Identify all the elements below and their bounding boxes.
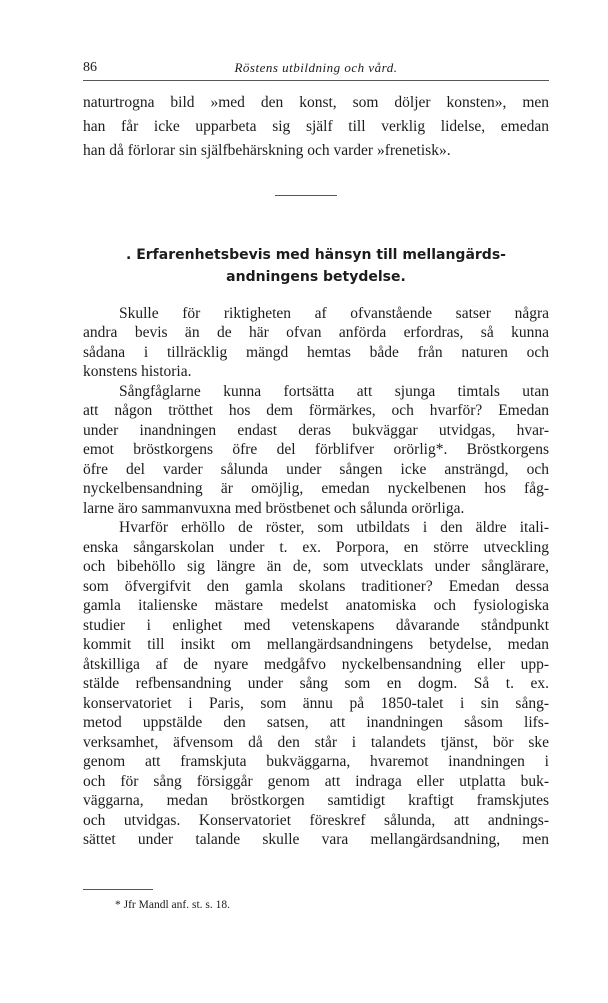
body-line: sättet under talande skulle vara mellangärdsandning, men xyxy=(83,831,549,848)
body-line: åtskilliga af de nyare medgåfvo nyckelbensandning eller upp- xyxy=(83,656,549,673)
intro-line: han får icke upparbeta sig själf till verklig lidelse, emedan xyxy=(83,118,549,135)
body-line: nyckelbensandning är omöjlig, emedan nyckelbenen hos fåg- xyxy=(83,480,549,497)
body-line: emot bröstkorgens öfre del förblifver orörlig*. Bröstkorgens xyxy=(83,441,549,458)
body-line: sådana i tillräcklig mängd hemtas både från naturen och xyxy=(83,344,549,361)
body-line: konservatoriet i Paris, som ännu på 1850-talet i sin sång- xyxy=(83,695,549,712)
body-line: verksamhet, äfvensom då den står i talandets tjänst, bör ske xyxy=(83,734,549,751)
page-number: 86 xyxy=(83,60,97,75)
body-line: larne äro sammanvuxna med bröstbenet och sålunda orörliga. xyxy=(83,500,465,517)
running-title: Röstens utbildning och vård. xyxy=(234,60,398,75)
body-line: under inandningen endast deras bukväggar utvidgas, hvar- xyxy=(83,422,549,439)
body-line: kommit till insikt om mellangärdsandningens betydelse, medan xyxy=(83,636,549,653)
body-line: enska sångarskolan under t. ex. Porpora, en större utveckling xyxy=(83,539,549,556)
body-line: att någon trötthet hos dem förmärkes, och hvarför? Emedan xyxy=(83,402,549,419)
section-heading-line: andningens betydelse. xyxy=(226,269,406,285)
body-line: stälde refbensandning under sång som en dogm. Så t. ex. xyxy=(83,675,549,692)
section-divider xyxy=(275,195,337,196)
body-line: öfre del varder sålunda under sången icke ansträngd, och xyxy=(83,461,549,478)
body-line: väggarna, medan bröstkorgen samtidigt kraftigt framskjutes xyxy=(83,792,549,809)
body-line: metod uppstälde den satsen, att inandningen såsom lifs- xyxy=(83,714,549,731)
body-line: och för sång försiggår genom att indraga eller utplatta buk- xyxy=(83,773,549,790)
body-line: gamla italienske mästare medelst anatomiska och fysiologiska xyxy=(83,597,549,614)
body-line: och bibehöllo sig längre än de, som utvecklats under sånglärare, xyxy=(83,558,549,575)
body-line: Hvarför erhöllo de röster, som utbildats i den äldre itali- xyxy=(119,519,549,536)
body-line: genom att framskjuta bukväggarna, hvaremot inandningen i xyxy=(83,753,549,770)
footnote-rule xyxy=(83,889,153,890)
body-line: Sångfåglarne kunna fortsätta att sjunga timtals utan xyxy=(119,383,549,400)
body-line: andra bevis än de här ofvan anförda erfordras, så kunna xyxy=(83,324,549,341)
body-line: Skulle för riktigheten af ofvanstående satser några xyxy=(119,305,549,322)
body-line: konstens historia. xyxy=(83,363,192,380)
page-header xyxy=(83,58,549,81)
body-line: och utvidgas. Konservatoriet föreskref sålunda, att andnings- xyxy=(83,812,549,829)
intro-line: naturtrogna bild »med den konst, som döljer konsten», men xyxy=(83,94,549,111)
section-heading-line: . Erfarenhetsbevis med hänsyn till mellangärds- xyxy=(126,247,506,263)
footnote: * Jfr Mandl anf. st. s. 18. xyxy=(115,899,230,911)
body-line: studier i enlighet med vetenskapens dåvarande ståndpunkt xyxy=(83,617,549,634)
intro-line: han då förlorar sin själfbehärskning och varder »frenetisk». xyxy=(83,142,451,159)
body-line: som öfvergifvit den gamla skolans traditioner? Emedan dessa xyxy=(83,578,549,595)
